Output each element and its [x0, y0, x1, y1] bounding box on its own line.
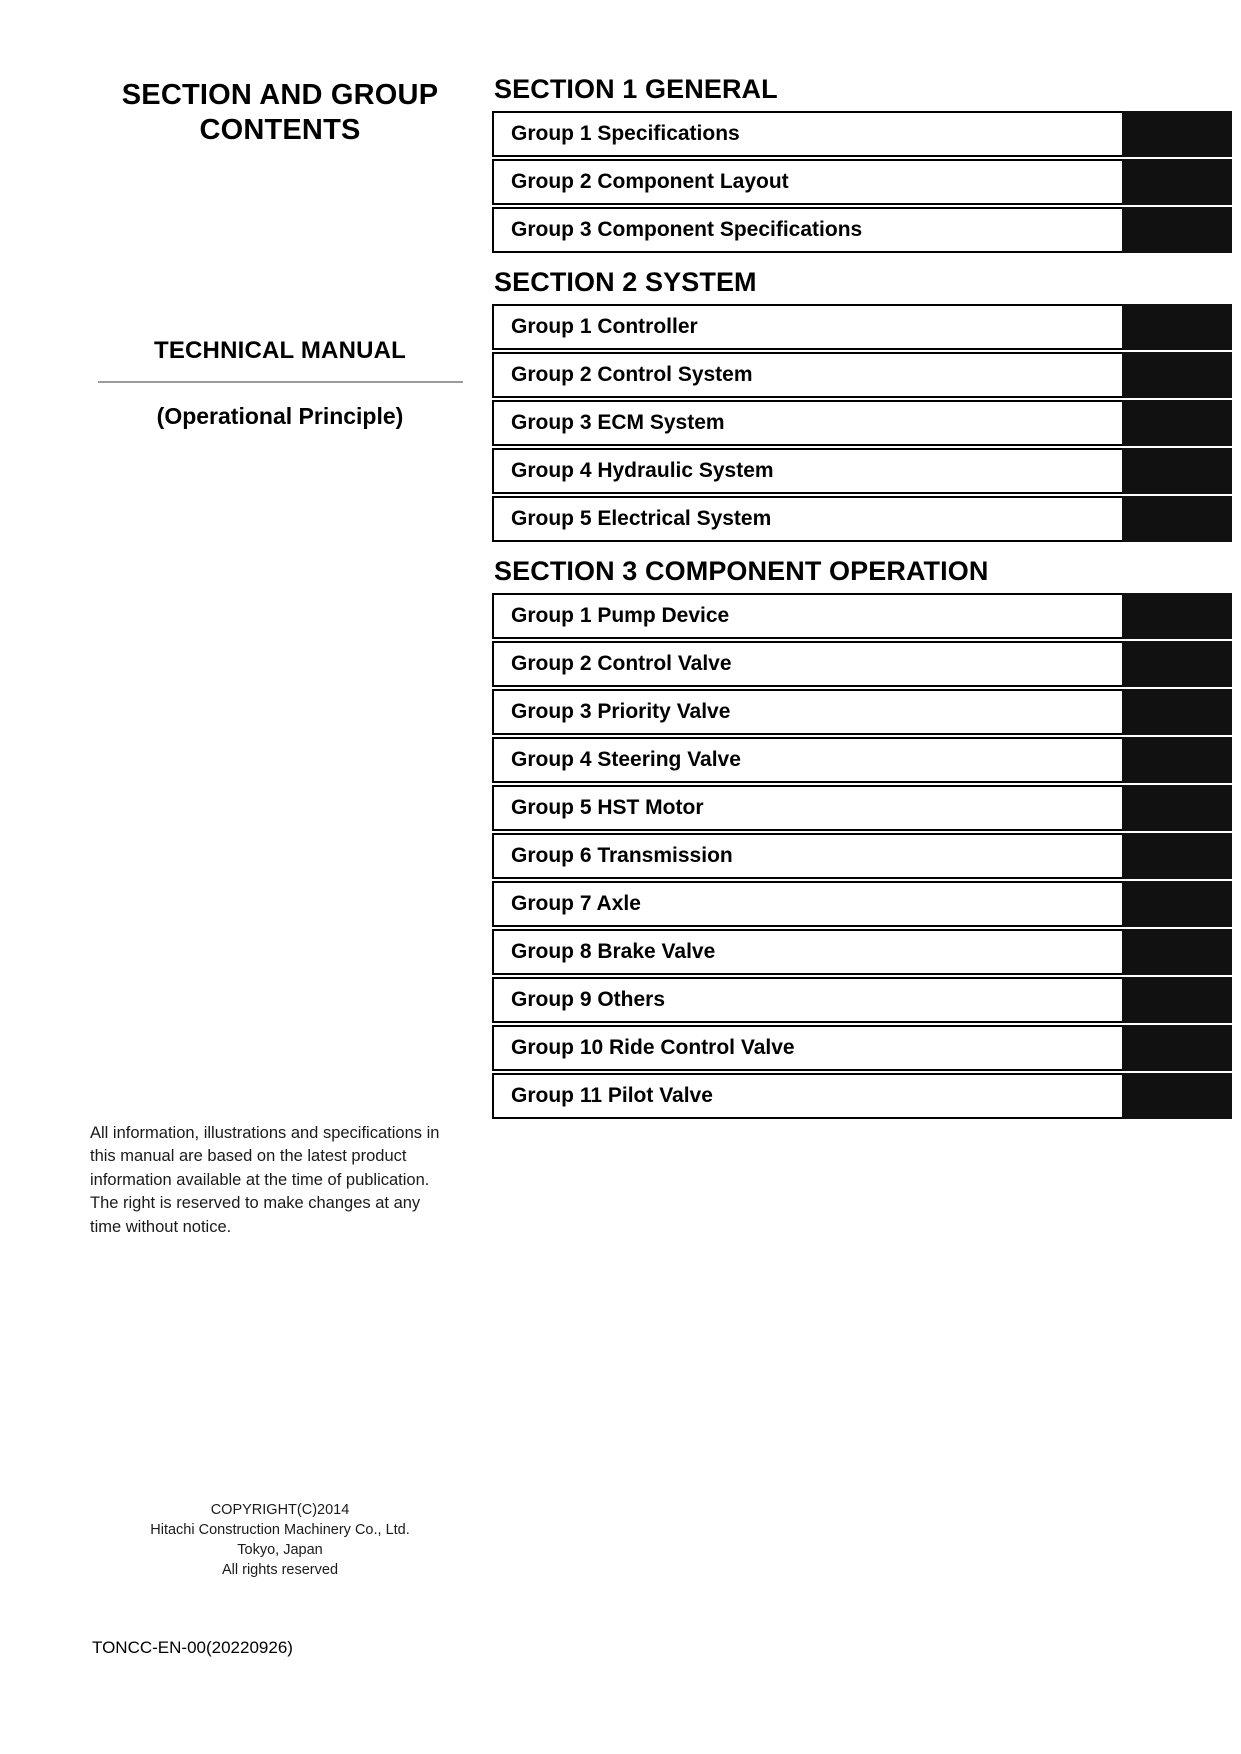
group-tab-marker: [1122, 111, 1232, 157]
group-tab-marker: [1122, 1073, 1232, 1119]
copyright-line-3: Tokyo, Japan: [237, 1542, 323, 1558]
table-row[interactable]: [492, 737, 1232, 783]
copyright-line-1: COPYRIGHT(C)2014: [210, 1502, 350, 1518]
group-label[interactable]: Group 2 Control System: [492, 352, 1122, 398]
section-heading-3: SECTION 3 COMPONENT OPERATION: [494, 556, 989, 586]
group-label[interactable]: Group 4 Steering Valve: [492, 737, 1122, 783]
table-row[interactable]: [492, 1073, 1232, 1119]
group-tab-marker: [1122, 785, 1232, 831]
group-tab-marker: [1122, 400, 1232, 446]
group-tab-marker: [1122, 207, 1232, 253]
group-tab-marker: [1122, 737, 1232, 783]
group-tab-marker: [1122, 496, 1232, 542]
group-label[interactable]: Group 1 Controller: [492, 304, 1122, 350]
group-label[interactable]: Group 11 Pilot Valve: [492, 1073, 1122, 1119]
table-row[interactable]: [492, 207, 1232, 253]
group-label[interactable]: Group 3 Component Specifications: [492, 207, 1122, 253]
group-label[interactable]: Group 9 Others: [492, 977, 1122, 1023]
group-label[interactable]: Group 8 Brake Valve: [492, 929, 1122, 975]
disclaimer-text: All information, illustrations and specifications in this manual are based on the latest product information available at the time of publication. The right is reserved to make changes at any time without notice.: [90, 1124, 440, 1236]
group-label[interactable]: Group 5 HST Motor: [492, 785, 1122, 831]
group-tab-marker: [1122, 833, 1232, 879]
section-heading-1: SECTION 1 GENERAL: [494, 74, 778, 104]
table-row[interactable]: [492, 977, 1232, 1023]
group-tab-marker: [1122, 304, 1232, 350]
table-row[interactable]: [492, 833, 1232, 879]
table-row[interactable]: [492, 159, 1232, 205]
table-row[interactable]: [492, 929, 1232, 975]
group-label[interactable]: Group 1 Pump Device: [492, 593, 1122, 639]
manual-subtitle: (Operational Principle): [156, 402, 404, 429]
group-label[interactable]: Group 5 Electrical System: [492, 496, 1122, 542]
left-column: [90, 78, 470, 430]
table-row[interactable]: [492, 496, 1232, 542]
table-row[interactable]: [492, 1025, 1232, 1071]
group-tab-marker: [1122, 593, 1232, 639]
group-tab-marker: [1122, 159, 1232, 205]
group-tab-marker: [1122, 1025, 1232, 1071]
group-tab-marker: [1122, 352, 1232, 398]
copyright-block: [90, 1500, 470, 1580]
table-row[interactable]: [492, 400, 1232, 446]
group-label[interactable]: Group 7 Axle: [492, 881, 1122, 927]
group-tab-marker: [1122, 929, 1232, 975]
group-label[interactable]: Group 1 Specifications: [492, 111, 1122, 157]
contents-column: [492, 74, 1232, 1121]
copyright-line-2: Hitachi Construction Machinery Co., Ltd.: [150, 1522, 410, 1538]
table-row[interactable]: [492, 641, 1232, 687]
group-label[interactable]: Group 10 Ride Control Valve: [492, 1025, 1122, 1071]
group-label[interactable]: Group 4 Hydraulic System: [492, 448, 1122, 494]
group-tab-marker: [1122, 641, 1232, 687]
group-tab-marker: [1122, 881, 1232, 927]
group-label[interactable]: Group 3 Priority Valve: [492, 689, 1122, 735]
table-row[interactable]: [492, 352, 1232, 398]
section-heading-2: SECTION 2 SYSTEM: [494, 267, 757, 297]
divider: [98, 381, 463, 383]
group-label[interactable]: Group 3 ECM System: [492, 400, 1122, 446]
group-tab-marker: [1122, 448, 1232, 494]
group-label[interactable]: Group 2 Control Valve: [492, 641, 1122, 687]
group-tab-marker: [1122, 977, 1232, 1023]
page-title: SECTION AND GROUP CONTENTS: [121, 79, 439, 147]
table-row[interactable]: [492, 304, 1232, 350]
table-row[interactable]: [492, 111, 1232, 157]
document-code: TONCC-EN-00(20220926): [92, 1638, 293, 1657]
table-row[interactable]: [492, 881, 1232, 927]
table-row[interactable]: [492, 448, 1232, 494]
copyright-line-4: All rights reserved: [221, 1562, 339, 1578]
table-row[interactable]: [492, 785, 1232, 831]
group-label[interactable]: Group 6 Transmission: [492, 833, 1122, 879]
table-row[interactable]: [492, 593, 1232, 639]
group-label[interactable]: Group 2 Component Layout: [492, 159, 1122, 205]
group-tab-marker: [1122, 689, 1232, 735]
manual-type: TECHNICAL MANUAL: [153, 336, 407, 364]
table-row[interactable]: [492, 689, 1232, 735]
